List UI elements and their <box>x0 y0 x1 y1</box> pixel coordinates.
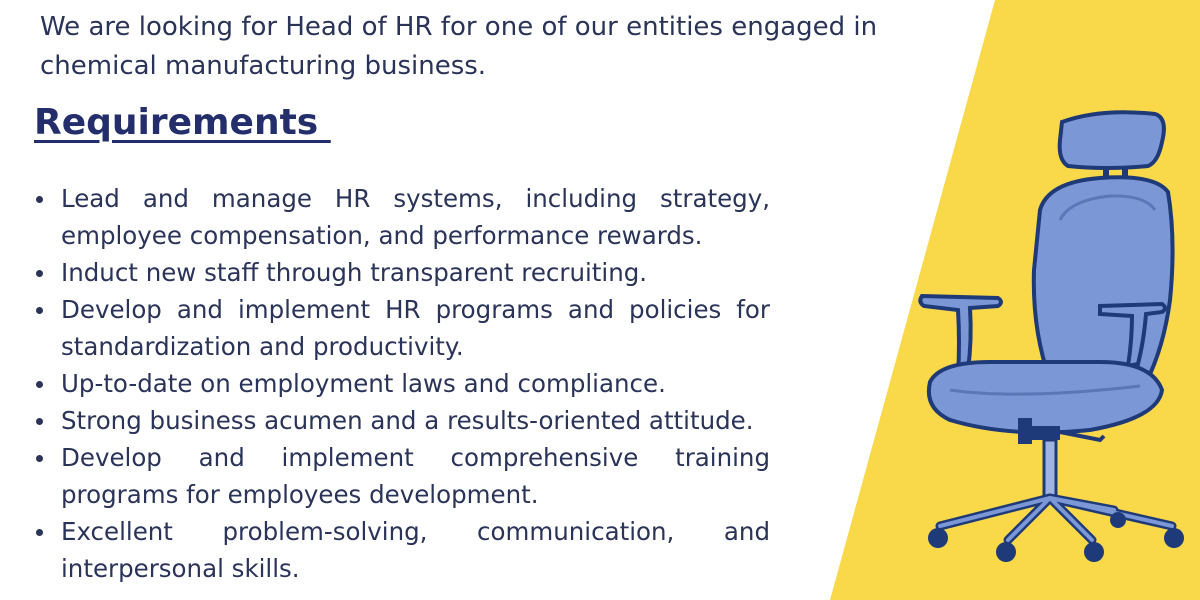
list-item: Excellent problem-solving, communication, and interpersonal skills. <box>30 513 770 587</box>
bullet-icon <box>36 270 43 277</box>
list-item: Develop and implement comprehensive training programs for employees development. <box>30 439 770 513</box>
requirements-heading: Requirements <box>34 102 331 143</box>
bullet-icon <box>36 529 43 536</box>
requirements-list <box>30 180 770 587</box>
list-item: Strong business acumen and a results-oriented attitude. <box>30 402 770 439</box>
intro-text: We are looking for Head of HR for one of our entities engaged in chemical manufacturing business. <box>40 12 878 81</box>
list-item: Induct new staff through transparent recruiting. <box>30 254 770 291</box>
list-item: Lead and manage HR systems, including strategy, employee compensation, and performance rewards. <box>30 180 770 254</box>
bullet-icon <box>36 307 43 314</box>
list-item: Up-to-date on employment laws and compliance. <box>30 365 770 402</box>
bullet-icon <box>36 196 43 203</box>
bullet-icon <box>36 455 43 462</box>
office-chair-icon <box>900 100 1200 570</box>
list-item: Develop and implement HR programs and policies for standardization and productivity. <box>30 291 770 365</box>
bullet-icon <box>36 381 43 388</box>
bullet-icon <box>36 418 43 425</box>
